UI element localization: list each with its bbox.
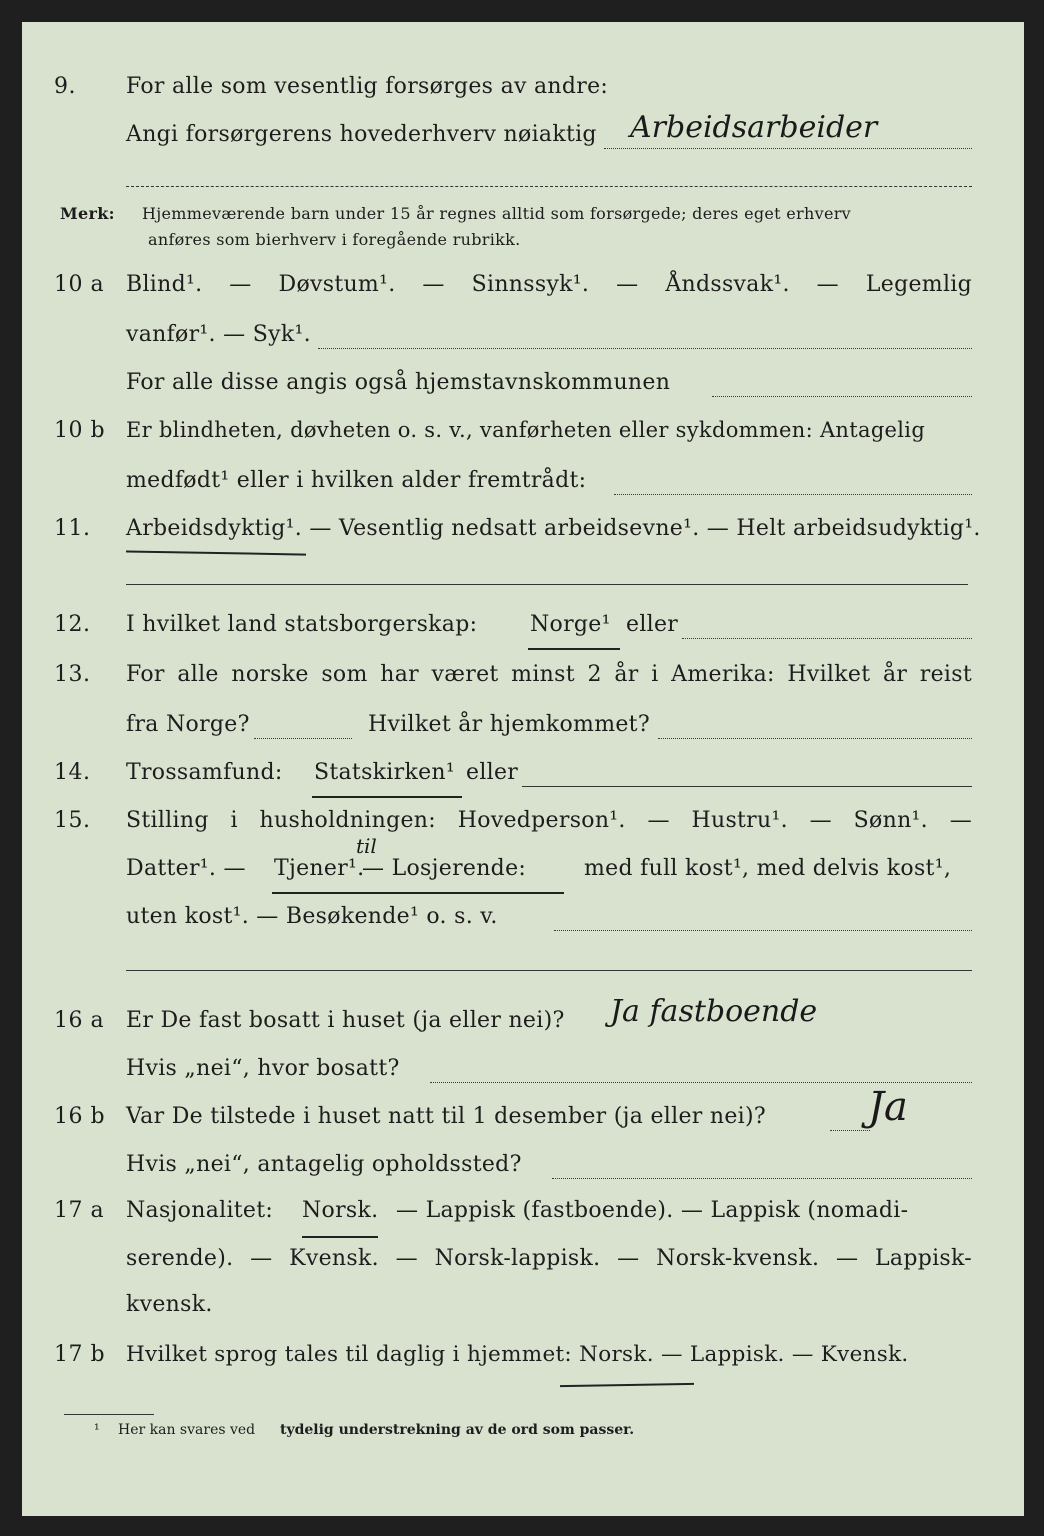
footnote-emphasis: tydelig understrekning av de ord som passer. xyxy=(280,1422,635,1438)
handwritten-underline xyxy=(560,1383,694,1387)
question-10a-line3 xyxy=(22,370,1024,410)
question-text: — Lappisk (fastboende). — Lappisk (nomadi- xyxy=(396,1198,909,1223)
handwritten-underline xyxy=(302,1236,378,1238)
answer-line xyxy=(682,638,972,639)
question-text: Er blindheten, døvheten o. s. v., vanførheten eller sykdommen: Antagelig xyxy=(126,418,926,442)
question-text: Hvilket sprog tales til daglig i hjemmet: Norsk. — Lappisk. — Kvensk. xyxy=(126,1342,909,1367)
answer-line xyxy=(552,1178,972,1179)
question-13-line2 xyxy=(22,712,1024,752)
question-text: I hvilket land statsborgerskap: xyxy=(126,612,478,637)
question-number: 13. xyxy=(54,662,91,687)
handwritten-underline xyxy=(272,892,564,894)
question-number: 10 b xyxy=(54,418,106,443)
note-text: Hjemmeværende barn under 15 år regnes alltid som forsørgede; deres eget erhverv xyxy=(142,204,851,223)
footnote-divider xyxy=(64,1414,154,1415)
footnote-text: Her kan svares ved xyxy=(118,1422,256,1438)
question-10a-line2 xyxy=(22,322,1024,362)
question-text: Var De tilstede i huset natt til 1 desember (ja eller nei)? xyxy=(126,1104,766,1129)
option-arbeidsdyktig: Arbeidsdyktig¹. xyxy=(126,516,303,541)
question-number: 12. xyxy=(54,612,91,637)
question-text: Er De fast bosatt i huset (ja eller nei)? xyxy=(126,1008,565,1033)
question-text: For alle som vesentlig forsørges av andre: xyxy=(126,74,609,99)
question-9 xyxy=(22,74,1024,114)
question-text: Angi forsørgerens hovederhverv nøiaktig xyxy=(126,122,597,147)
question-11 xyxy=(22,516,1024,556)
question-text: Hvilket år hjemkommet? xyxy=(368,712,650,737)
question-16b-line2 xyxy=(22,1152,1024,1192)
option-tjener: Tjener¹. xyxy=(274,856,365,881)
question-number: 16 a xyxy=(54,1008,105,1033)
footnote-marker: ¹ xyxy=(94,1422,100,1438)
question-number: 9. xyxy=(54,74,76,99)
question-number: 15. xyxy=(54,808,91,833)
question-text: medfødt¹ eller i hvilken alder fremtrådt: xyxy=(126,468,587,493)
answer-line xyxy=(604,148,972,149)
answer-line xyxy=(318,348,972,349)
handwritten-answer: Arbeidsarbeider xyxy=(630,110,878,145)
question-text: For alle disse angis også hjemstavnskommunen xyxy=(126,370,671,395)
question-text: Nasjonalitet: xyxy=(126,1198,274,1223)
question-text: Stilling i husholdningen: Hovedperson¹. — Hustru¹. — Sønn¹. — xyxy=(126,808,972,833)
answer-line xyxy=(126,970,972,971)
question-number: 11. xyxy=(54,516,91,541)
question-number: 14. xyxy=(54,760,91,785)
question-17b xyxy=(22,1342,1024,1382)
handwritten-answer: Ja fastboende xyxy=(610,994,818,1029)
handwritten-underline xyxy=(312,796,462,798)
question-number: 10 a xyxy=(54,272,105,297)
census-form-page xyxy=(22,22,1024,1516)
question-number: 17 b xyxy=(54,1342,106,1367)
handwritten-note: til xyxy=(356,834,377,858)
question-text: eller xyxy=(626,612,679,637)
question-10b xyxy=(22,418,1024,458)
question-text: vanfør¹. — Syk¹. xyxy=(126,322,311,347)
answer-line xyxy=(658,738,972,739)
note-label: Merk: xyxy=(60,204,115,223)
answer-line xyxy=(614,494,972,495)
question-number: 17 a xyxy=(54,1198,105,1223)
question-text: kvensk. xyxy=(126,1292,213,1317)
question-17a xyxy=(22,1198,1024,1238)
answer-line xyxy=(126,584,968,585)
question-text: med full kost¹, med delvis kost¹, xyxy=(584,856,952,881)
answer-line xyxy=(554,930,972,931)
question-text: fra Norge? xyxy=(126,712,250,737)
question-text: eller xyxy=(466,760,519,785)
answer-line xyxy=(712,396,972,397)
question-15-line3 xyxy=(22,904,1024,944)
answer-line xyxy=(522,786,972,787)
question-10a xyxy=(22,272,1024,312)
question-text: Hvis „nei“, hvor bosatt? xyxy=(126,1056,400,1081)
question-9-line2 xyxy=(22,110,1024,162)
question-17a-line2 xyxy=(22,1246,1024,1286)
option-rest: — Vesentlig nedsatt arbeidsevne¹. — Helt arbeidsudyktig¹. xyxy=(302,516,981,541)
question-16b xyxy=(22,1084,1024,1144)
answer-line xyxy=(830,1130,870,1131)
answer-line xyxy=(126,186,972,187)
answer-line xyxy=(430,1082,972,1083)
question-10b-line2 xyxy=(22,468,1024,508)
question-text: uten kost¹. — Besøkende¹ o. s. v. xyxy=(126,904,498,929)
option-losjerende: — Losjerende: xyxy=(362,856,527,881)
option-norge: Norge¹ xyxy=(530,612,611,637)
handwritten-underline xyxy=(528,648,620,650)
question-14 xyxy=(22,760,1024,800)
question-text: Trossamfund: xyxy=(126,760,283,785)
note-text: anføres som bierhverv i foregående rubrikk. xyxy=(148,230,521,249)
question-text: serende). — Kvensk. — Norsk-lappisk. — Norsk-kvensk. — Lappisk- xyxy=(126,1246,972,1271)
question-16a xyxy=(22,994,1024,1048)
question-number: 16 b xyxy=(54,1104,106,1129)
question-15-line2 xyxy=(22,834,1024,896)
question-text: Hvis „nei“, antagelig opholdssted? xyxy=(126,1152,522,1177)
option-statskirken: Statskirken¹ xyxy=(314,760,455,785)
question-17a-line3 xyxy=(22,1292,1024,1332)
answer-line xyxy=(254,738,352,739)
question-15 xyxy=(22,808,1024,848)
question-12 xyxy=(22,612,1024,652)
question-text: Datter¹. — xyxy=(126,856,246,881)
handwritten-answer: Ja xyxy=(868,1084,908,1130)
question-13 xyxy=(22,662,1024,702)
handwritten-underline xyxy=(126,550,306,555)
option-norsk: Norsk. xyxy=(302,1198,379,1223)
question-text xyxy=(126,516,981,541)
question-text: Blind¹. — Døvstum¹. — Sinnssyk¹. — Åndssvak¹. — Legemlig xyxy=(126,272,972,297)
question-text: For alle norske som har været minst 2 år i Amerika: Hvilket år reist xyxy=(126,662,972,687)
